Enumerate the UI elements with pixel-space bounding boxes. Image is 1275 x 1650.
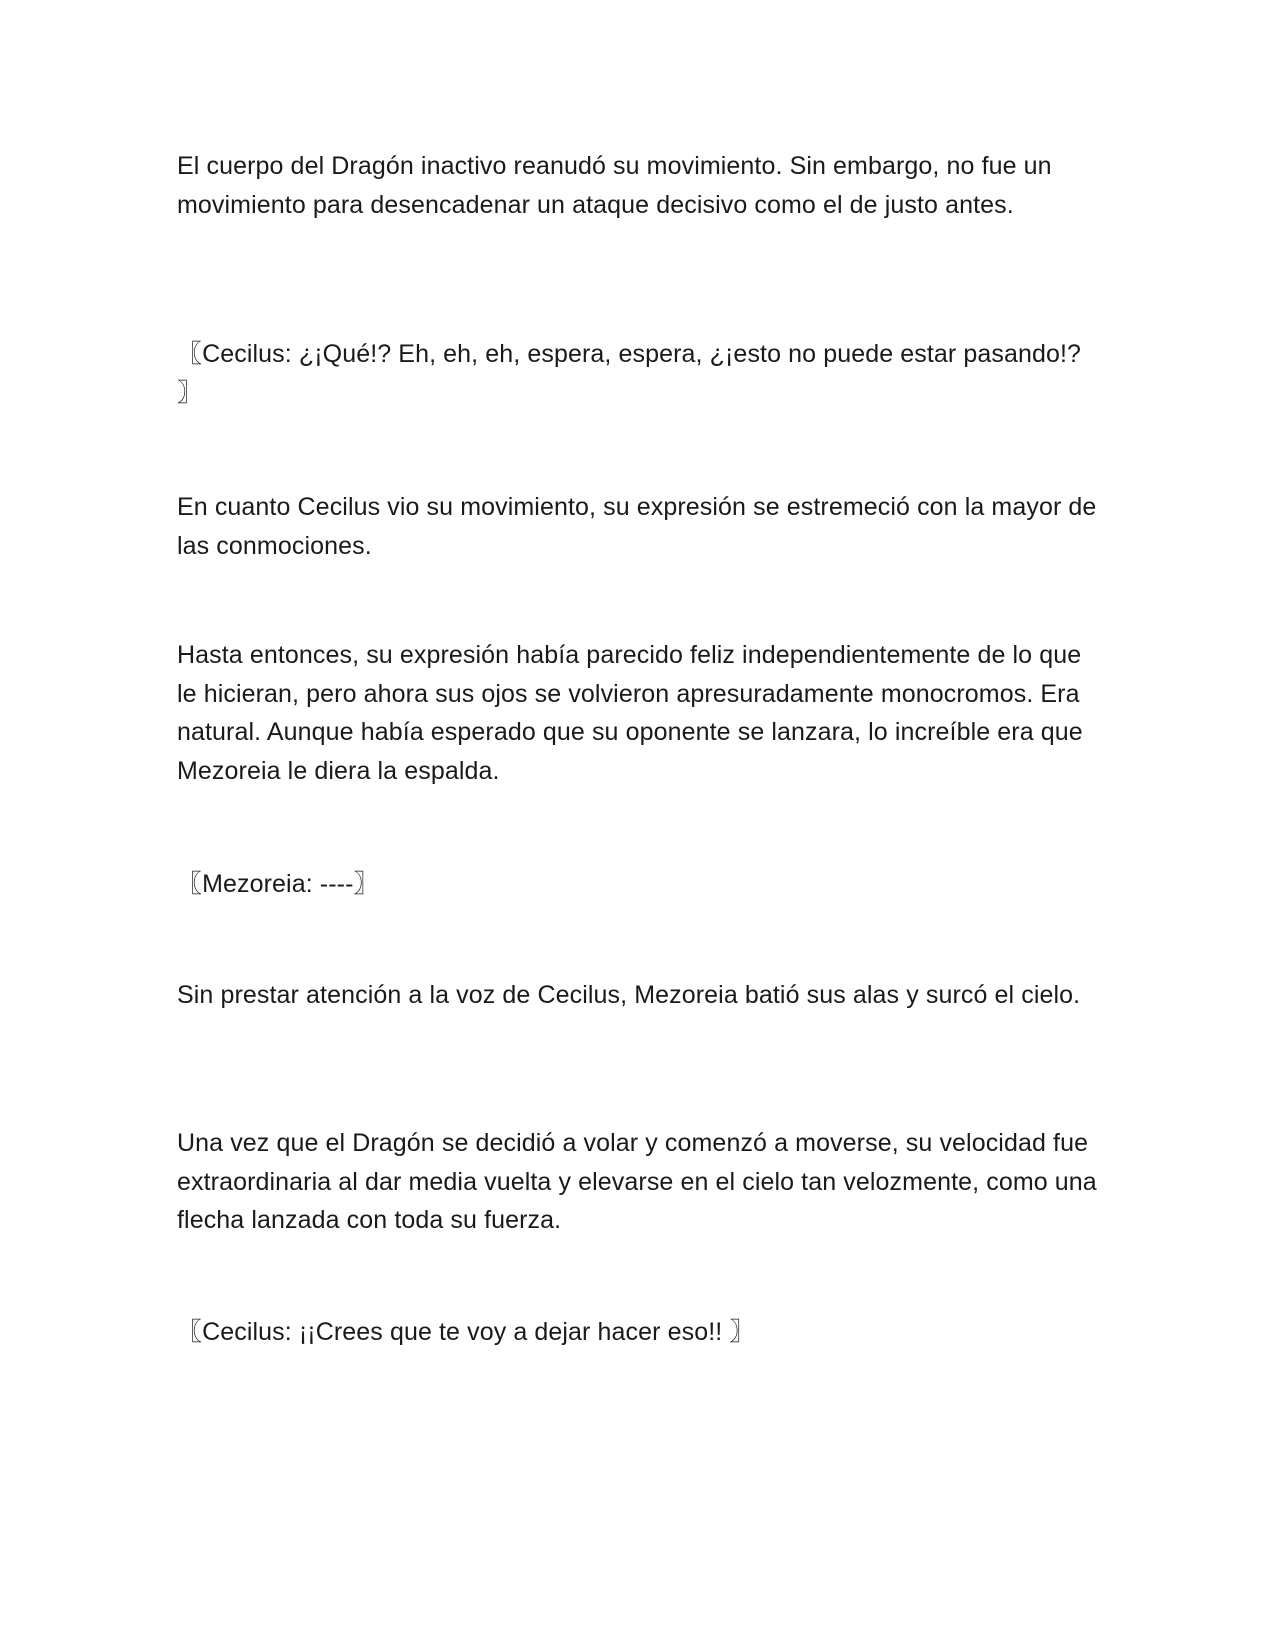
dialogue-line-cecilus: 〖Cecilus: ¡¡Crees que te voy a dejar hacer eso!! 〗 [177, 1318, 755, 1346]
dialogue-line-cecilus: 〖Cecilus: ¿¡Qué!? Eh, eh, eh, espera, espera, ¿¡esto no puede estar pasando!? 〗 [177, 340, 1082, 407]
dialogue-line-mezoreia: 〖Mezoreia: ----〗 [177, 870, 379, 898]
narration-paragraph: Hasta entonces, su expresión había parecido feliz independientemente de lo que le hicieran, pero ahora sus ojos se volvieron apresuradamente monocromos. Era natural. Aunque había esperado que su oponente se lanzara, lo increíble era que Mezoreia le diera la espalda. [177, 641, 1083, 785]
narration-paragraph: Una vez que el Dragón se decidió a volar y comenzó a moverse, su velocidad fue extraordinaria al dar media vuelta y elevarse en el cielo tan velozmente, como una flecha lanzada con toda su fuerza. [177, 1129, 1097, 1234]
narration-paragraph: En cuanto Cecilus vio su movimiento, su expresión se estremeció con la mayor de las conmociones. [177, 493, 1097, 560]
narration-paragraph: Sin prestar atención a la voz de Cecilus, Mezoreia batió sus alas y surcó el cielo. [177, 981, 1081, 1009]
narration-paragraph: El cuerpo del Dragón inactivo reanudó su movimiento. Sin embargo, no fue un movimiento para desencadenar un ataque decisivo como el de justo antes. [177, 152, 1052, 219]
